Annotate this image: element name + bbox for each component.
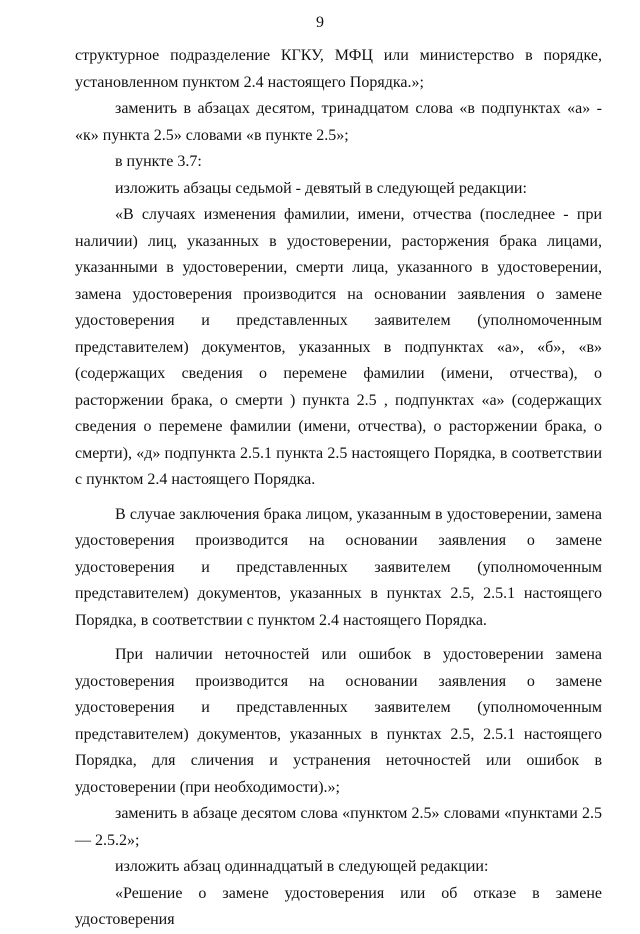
document-body bbox=[75, 43, 602, 934]
paragraph-4: изложить абзацы седьмой - девятый в следующей редакции: bbox=[115, 179, 527, 197]
paragraph-8: заменить в абзаце десятом слова «пунктом 2.5» словами «пунктами 2.5 — 2.5.2»; bbox=[75, 805, 602, 849]
paragraph-7: При наличии неточностей или ошибок в удостоверении замена удостоверения производится на основании заявления о замене удостоверения и представленных заявителем (уполномоченным представителем) документов, указанных в пунктах 2.5, 2.5.1 настоящего Порядка, для сличения и устранения неточностей или ошибок в удостоверении (при необходимости).»; bbox=[75, 646, 602, 796]
paragraph-10: «Решение о замене удостоверения или об отказе в замене удостоверения bbox=[75, 884, 602, 928]
page-number: 9 bbox=[316, 14, 324, 31]
paragraph-2: заменить в абзацах десятом, тринадцатом слова «в подпунктах «а» - «к» пункта 2.5» словами «в пункте 2.5»; bbox=[75, 100, 602, 144]
paragraph-6: В случае заключения брака лицом, указанным в удостоверении, замена удостоверения производится на основании заявления о замене удостоверения и представленных заявителем (уполномоченным представителем) документов, указанных в пунктах 2.5, 2.5.1 настоящего Порядка, в соответствии с пунктом 2.4 настоящего Порядка. bbox=[75, 505, 602, 629]
paragraph-3: в пункте 3.7: bbox=[115, 153, 202, 170]
paragraph-1: структурное подразделение КГКУ, МФЦ или министерство в порядке, установленном пунктом 2.4 настоящего Порядка.»; bbox=[75, 47, 602, 91]
paragraph-5: «В случаях изменения фамилии, имени, отчества (последнее - при наличии) лиц, указанных в удостоверении, расторжения брака лицами, указанными в удостоверении, смерти лица, указанного в удостоверении, замена удостоверения производится на основании заявления о замене удостоверения и представленных заявителем (уполномоченным представителем) документов, указанных в подпунктах «а», «б», «в» (содержащих сведения о перемене фамилии (имени, отчества), о расторжении брака, о смерти ) пункта 2.5 , подпунктах «а» (содержащих сведения о перемене фамилии (имени, отчества), о расторжении брака, о смерти), «д» подпункта 2.5.1 пункта 2.5 настоящего Порядка, в соответствии с пунктом 2.4 настоящего Порядка. bbox=[75, 206, 602, 488]
paragraph-9: изложить абзац одиннадцатый в следующей редакции: bbox=[115, 858, 489, 875]
